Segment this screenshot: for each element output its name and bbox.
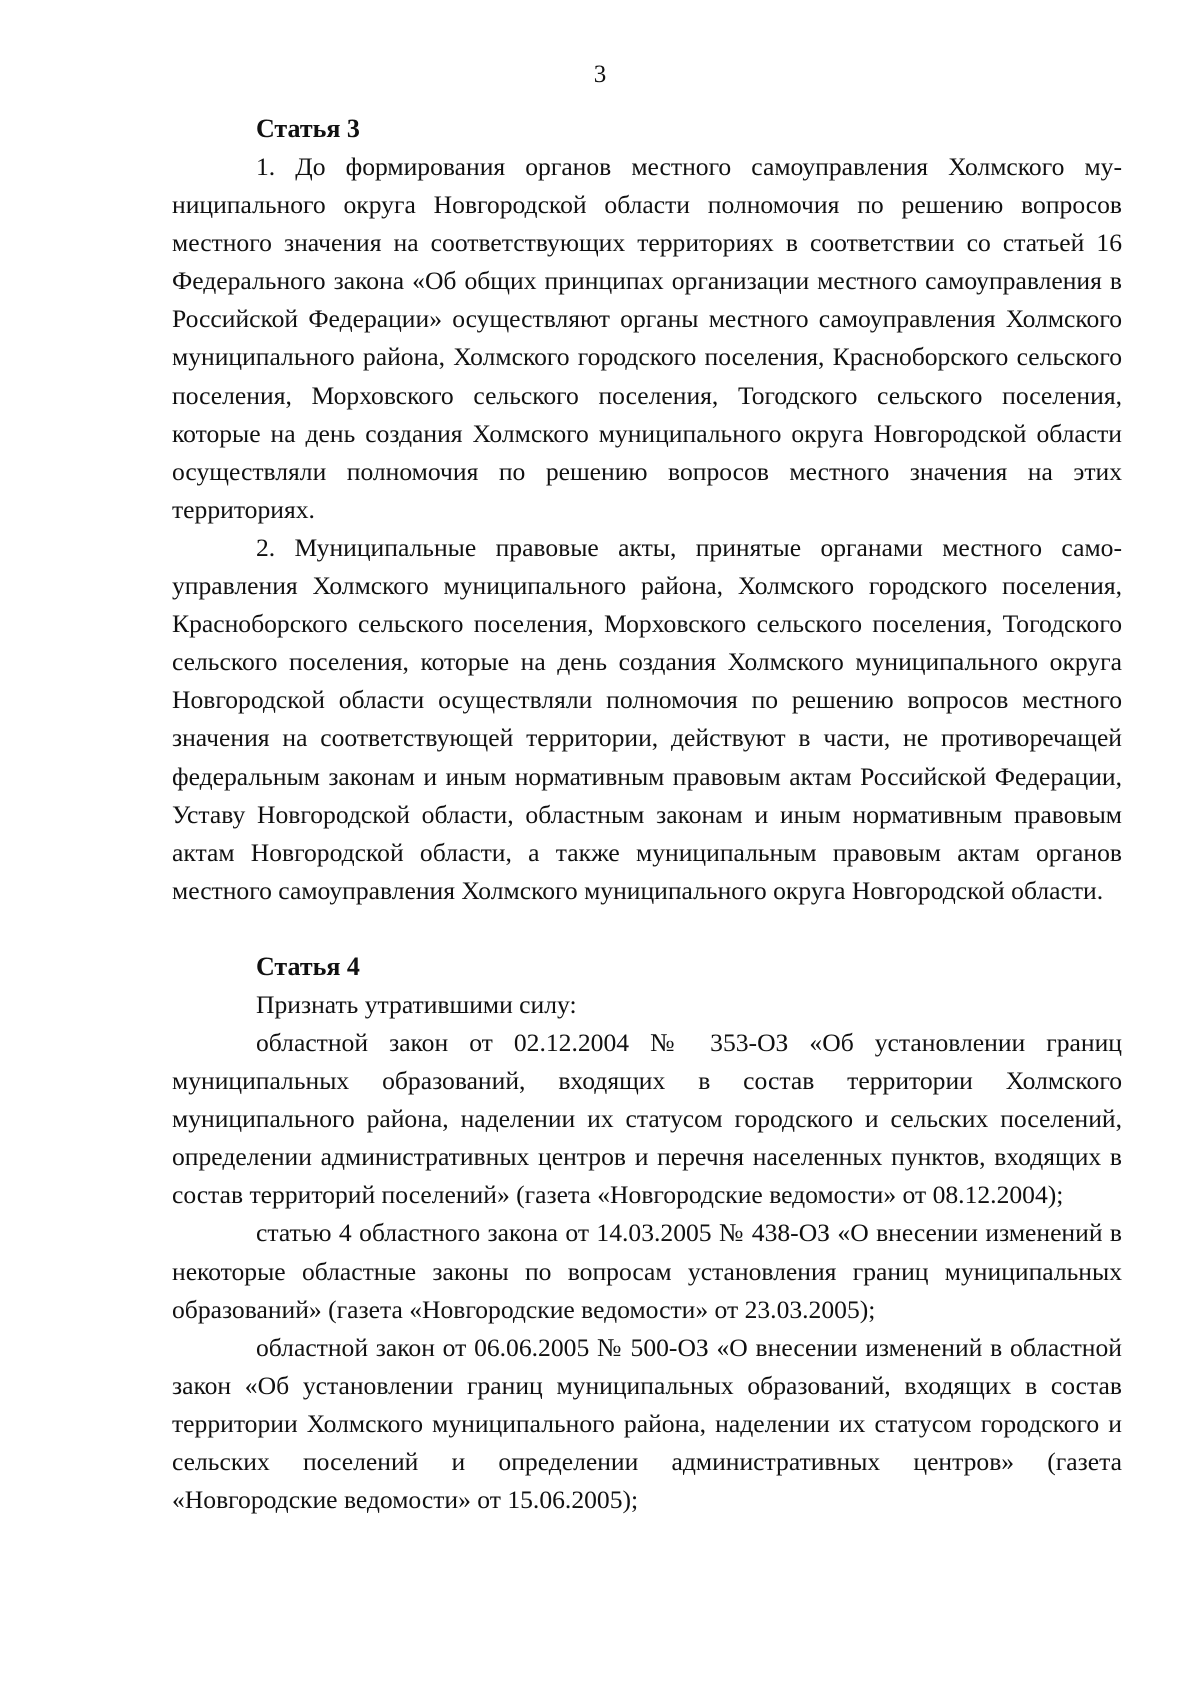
article-3-heading: Статья 3 [256, 114, 360, 143]
document-body [172, 110, 1122, 1519]
article-4-paragraph-2: статью 4 областного закона от 14.03.2005 № 438-ОЗ «О внесении изменений в некоторые областные законы по вопросам установления границ муниципальных образований» (газета «Новгородские ведомости» от 23.03.2005); [172, 1218, 1122, 1324]
article-4-paragraph-3: областной закон от 06.06.2005 № 500-ОЗ «О внесении изменений в областной закон «Об установлении границ муниципальных образований, входящих в состав территории Холмского муниципального района, наделении их статусом городского и сельских поселений и определении административных центров» (газета «Новгородские ведомости» от 15.06.2005); [172, 1332, 1122, 1515]
article-4-intro: Признать утратившими силу: [256, 989, 577, 1019]
article-4-heading: Статья 4 [256, 951, 360, 981]
page-number: 3 [593, 61, 607, 88]
article-4-paragraph-1: областной закон от 02.12.2004 № 353-ОЗ «Об установлении границ муниципальных образований, входящих в состав территории Холмского муниципального района, наделении их статусом городского и сельских поселений, определении административных центров и перечня населенных пунктов, входящих в состав территорий поселений» (газета «Новгородские ведомости» от 08.12.2004); [172, 1027, 1122, 1210]
section-spacer [172, 910, 1122, 948]
article-3 [172, 110, 1122, 910]
article-4 [172, 948, 1122, 1519]
article-3-paragraph-1: 1. До формирования органов местного самоуправления Холмского муниципального округа Новгородской области полномочия по решению вопросов местного значения на соответствующих территориях в соответствии со статьей 16 Федерального закона «Об общих принципах организации местного самоуправления в Российской Федерации» осуществляют органы местного самоуправления Холмского муниципального района, Холмского городского поселения, Красноборского сельского поселения, Морховского сельского поселения, Тогодского сельского поселения, которые на день создания Холмского муниципального округа Новгородской области осуществляли полномочия по решению вопросов местного значения на этих территориях. [172, 152, 1122, 524]
article-3-paragraph-2: 2. Муниципальные правовые акты, принятые органами местного самоуправления Холмского муниципального района, Холмского городского поселения, Красноборского сельского поселения, Морховского сельского поселения, Тогодского сельского поселения, которые на день создания Холмского муниципального округа Новгородской области осуществляли полномочия по решению вопросов местного значения на соответствующей территории, действуют в части, не противоречащей федеральным законам и иным нормативным правовым актам Российской Федерации, Уставу Новгородской области, областным законам и иным нормативным правовым актам Новгородской области, а также муниципальным правовым актам органов местного самоуправления Холмского муниципального округа Новгородской области. [172, 532, 1122, 905]
